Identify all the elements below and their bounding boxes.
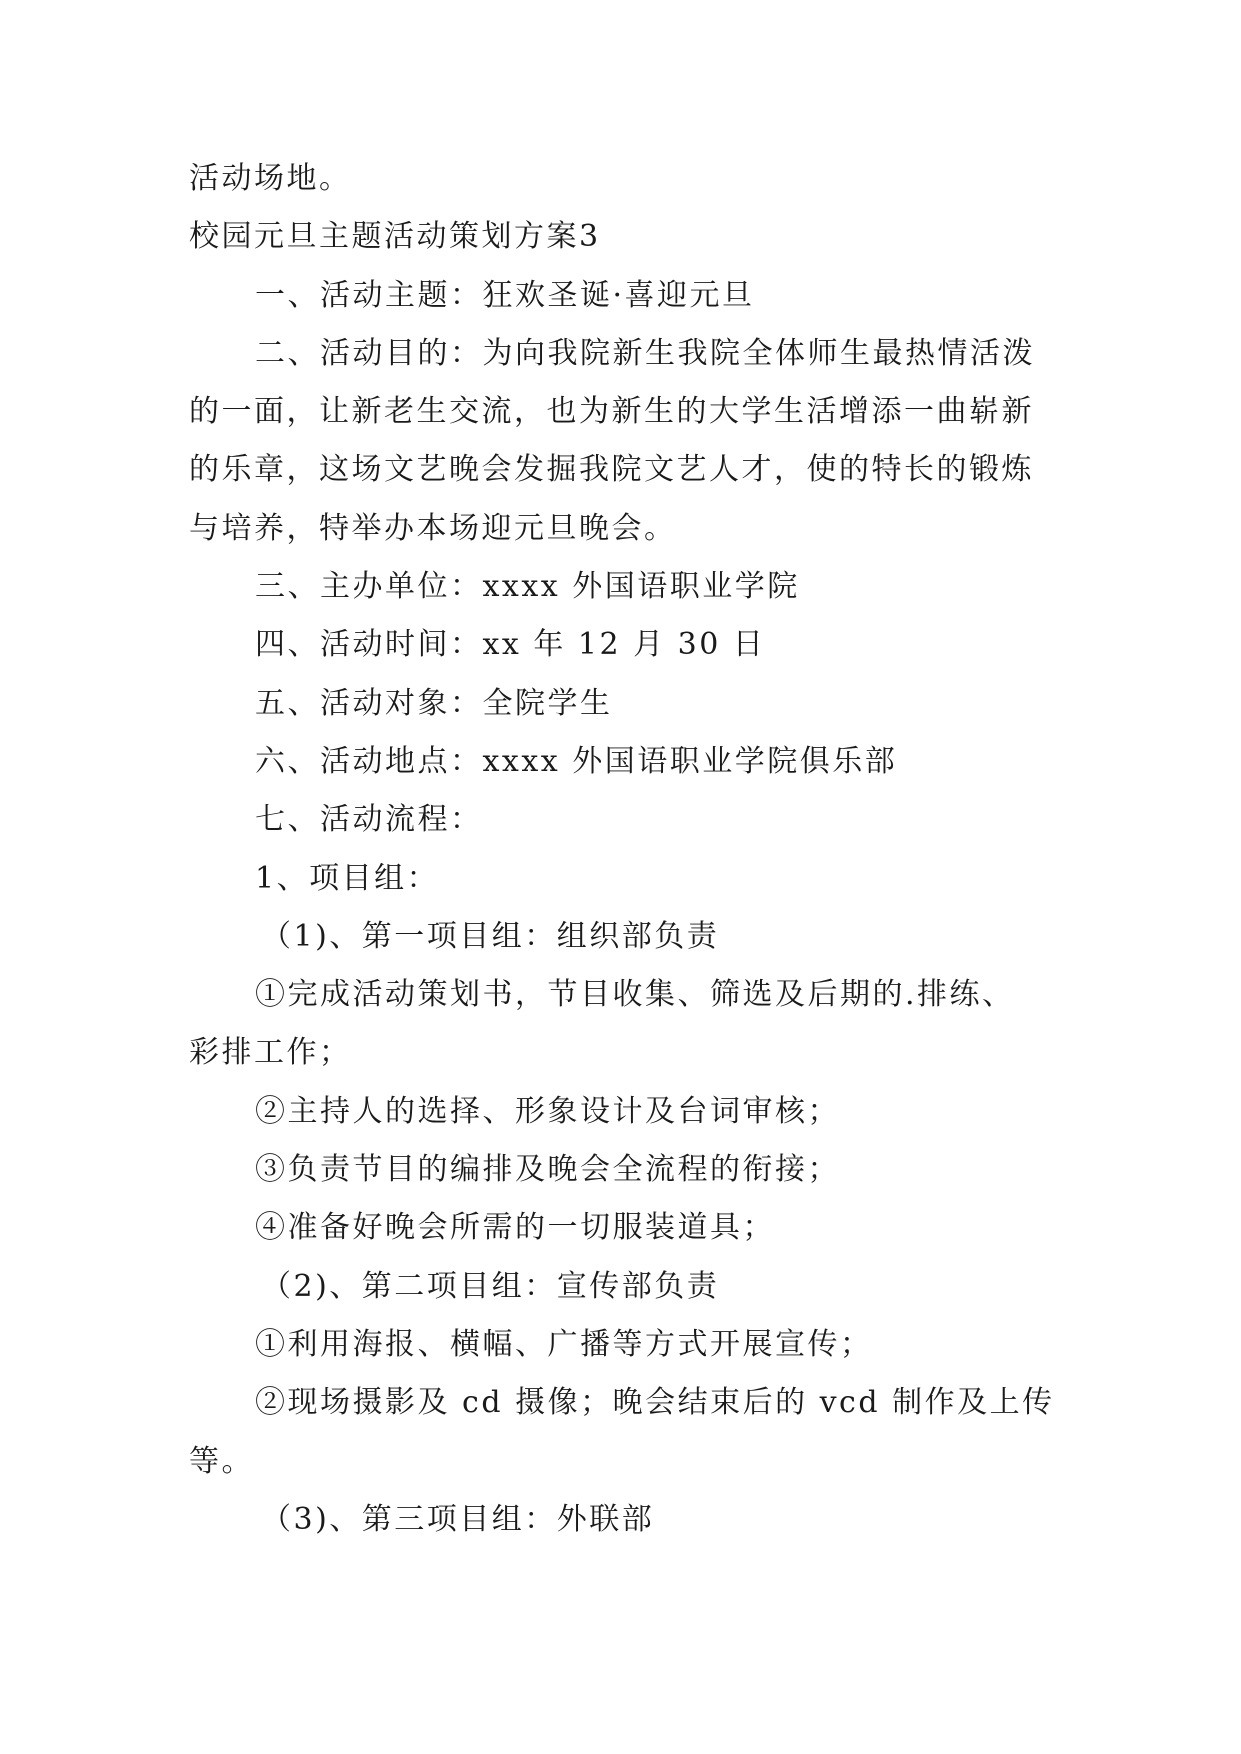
text-line: 的乐章，这场文艺晚会发掘我院文艺人才，使的特长的锻炼: [189, 452, 1034, 488]
text-line: （2)、第二项目组：宣传部负责: [261, 1268, 720, 1304]
text-line: 五、活动对象：全院学生: [255, 685, 613, 721]
text-line: （3)、第三项目组：外联部: [261, 1501, 655, 1537]
document-body: [189, 150, 1057, 1549]
text-line: ②现场摄影及 cd 摄像；晚会结束后的 vcd 制作及上传: [255, 1385, 1055, 1421]
text-line: ②主持人的选择、形象设计及台词审核；: [255, 1093, 840, 1129]
text-line: （1)、第一项目组：组织部负责: [261, 918, 720, 954]
text-line: ④准备好晚会所需的一切服装道具；: [255, 1210, 775, 1246]
text-line: 的一面，让新老生交流，也为新生的大学生活增添一曲崭新: [189, 394, 1034, 430]
text-line: ①利用海报、横幅、广播等方式开展宣传；: [255, 1326, 873, 1362]
text-line: 1、项目组：: [255, 860, 440, 896]
text-line: 六、活动地点：xxxx 外国语职业学院俱乐部: [255, 743, 898, 779]
text-line: 二、活动目的：为向我院新生我院全体师生最热情活泼: [255, 335, 1035, 371]
text-line: 等。: [189, 1443, 254, 1479]
text-line: ③负责节目的编排及晚会全流程的衔接；: [255, 1152, 840, 1188]
text-line: ①完成活动策划书，节目收集、筛选及后期的.排练、: [255, 977, 1015, 1013]
text-line: 与培养，特举办本场迎元旦晚会。: [189, 510, 677, 546]
section-heading: 校园元旦主题活动策划方案3: [189, 219, 601, 255]
text-line: 七、活动流程：: [255, 802, 483, 838]
text-line: 四、活动时间：xx 年 12 月 30 日: [255, 627, 766, 663]
text-line: 彩排工作；: [189, 1035, 352, 1071]
text-line: 三、主办单位：xxxx 外国语职业学院: [255, 569, 800, 605]
text-line: 活动场地。: [189, 161, 352, 196]
text-line: 一、活动主题：狂欢圣诞·喜迎元旦: [255, 277, 755, 313]
